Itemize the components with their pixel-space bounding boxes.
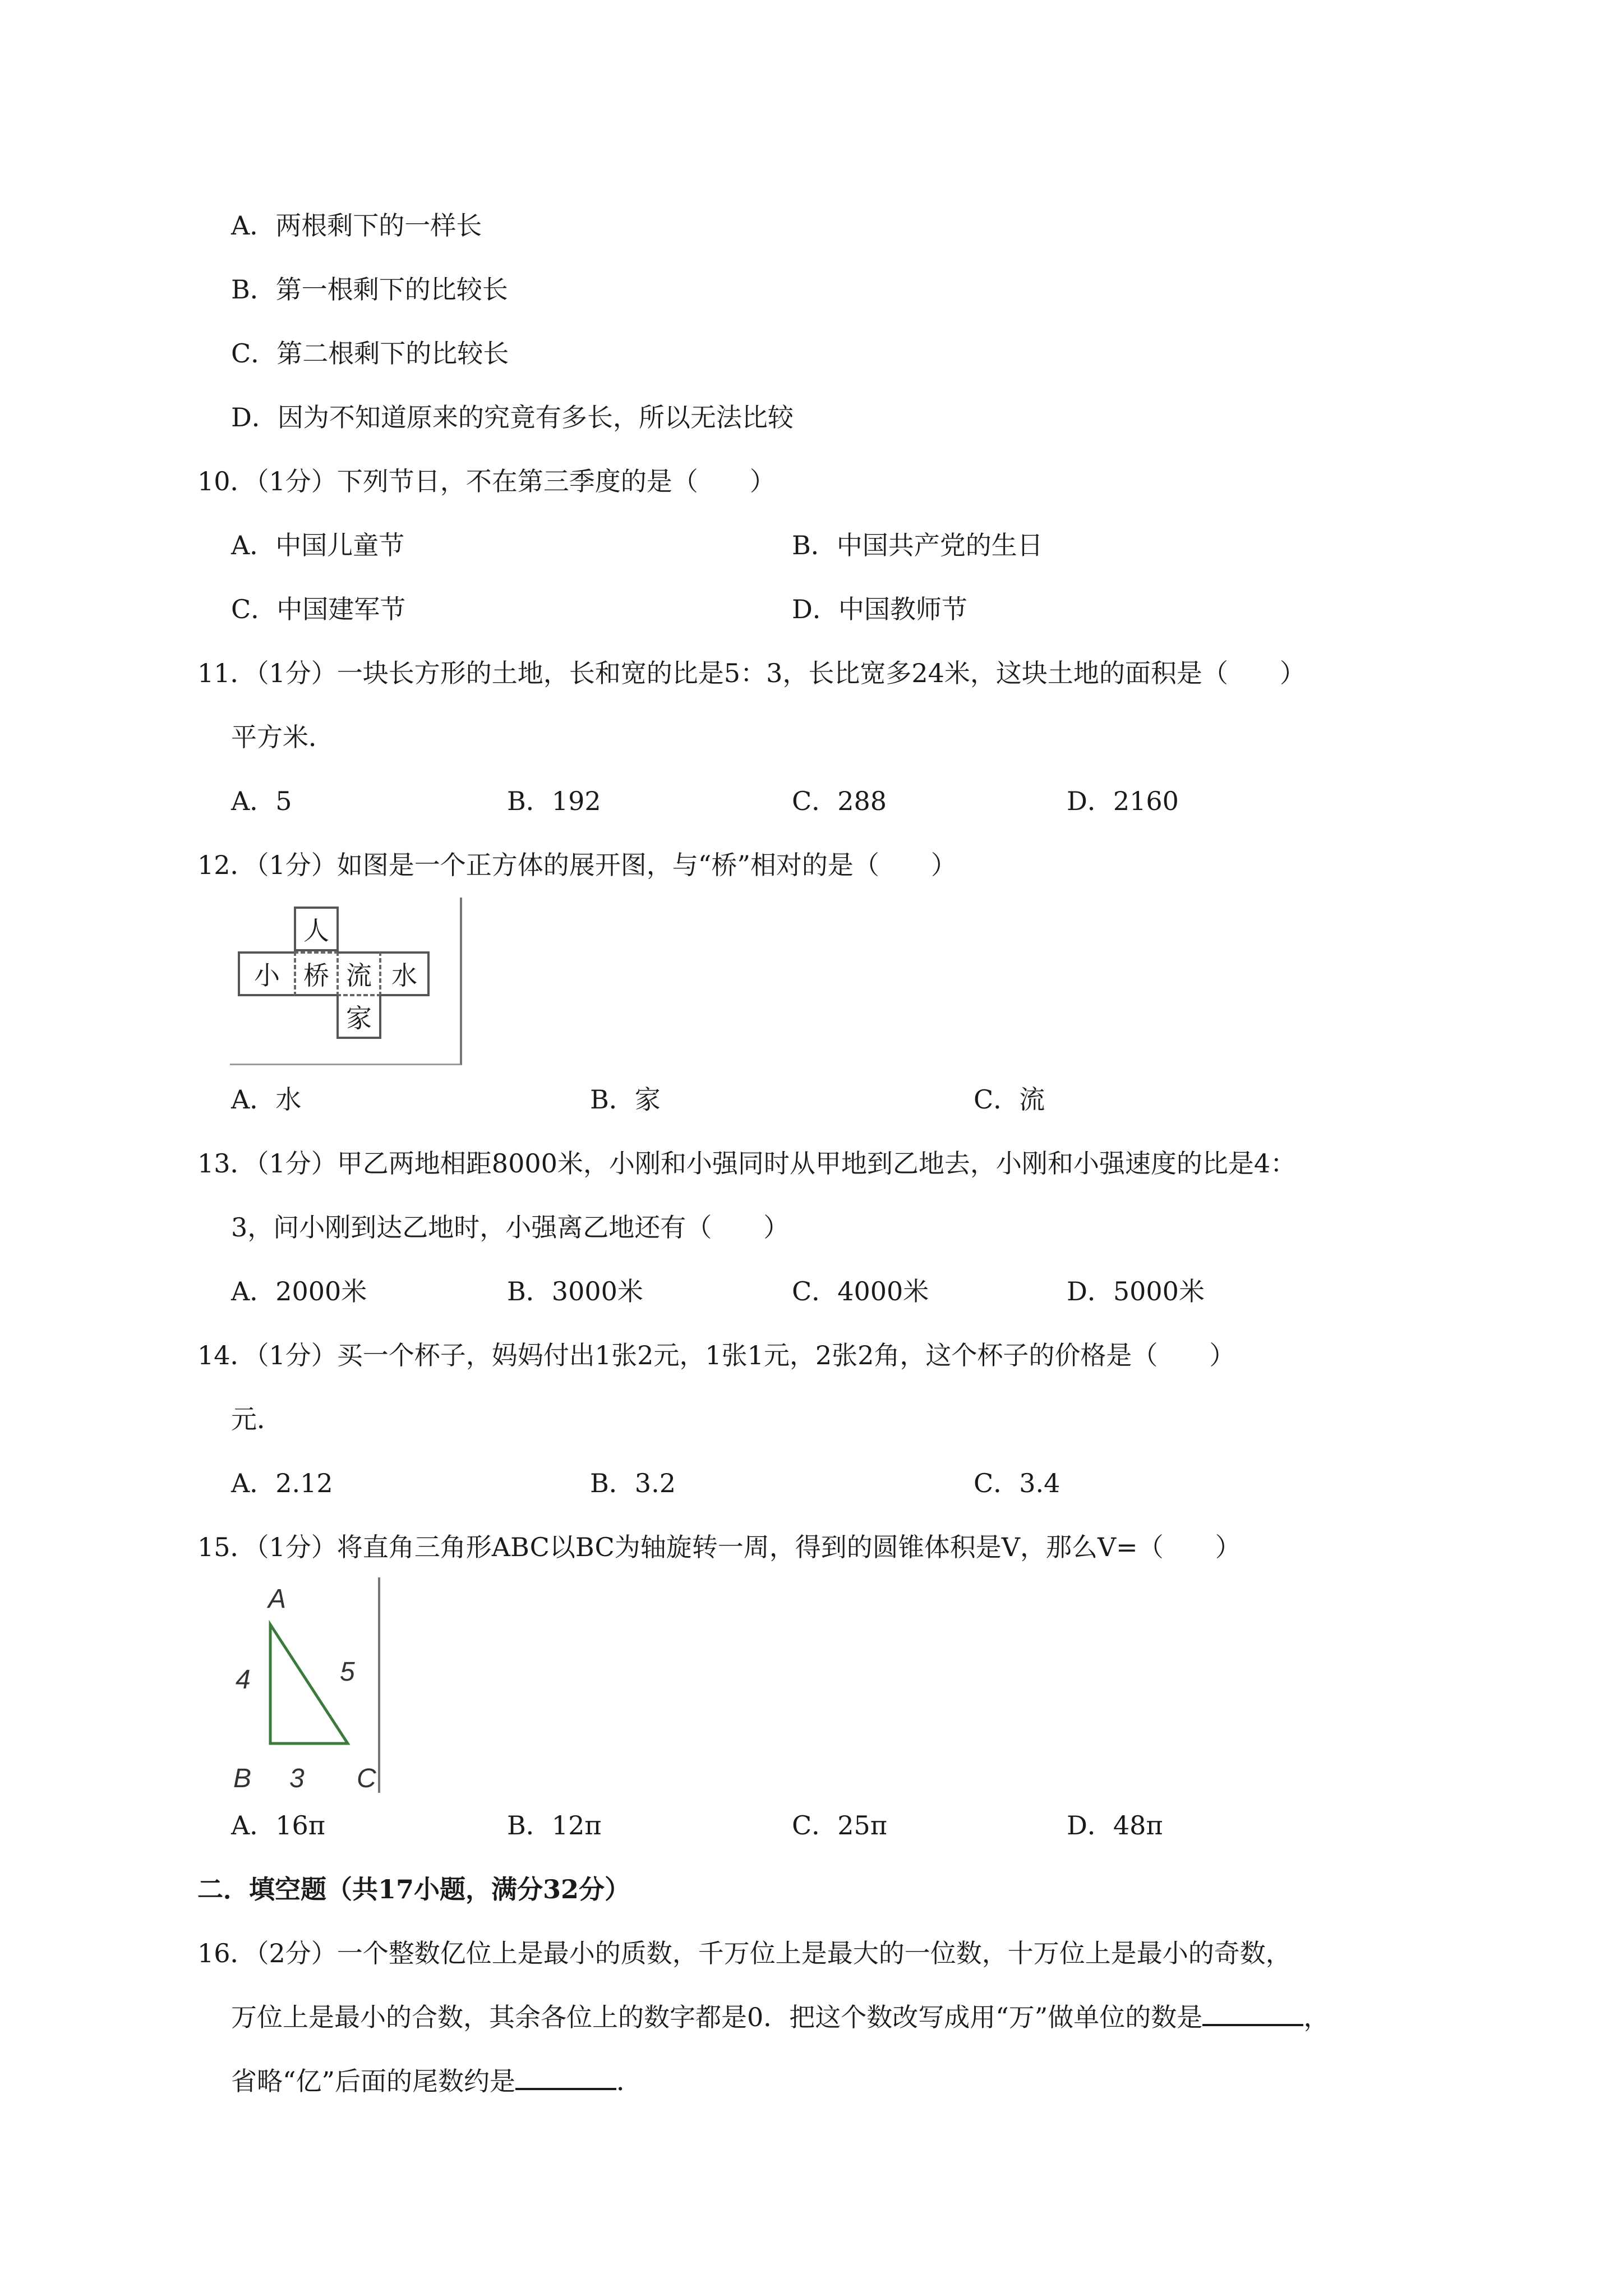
- q15-stem: 15．（1分）将直角三角形ABC以BC为轴旋转一周，得到的圆锥体积是V，那么V=（ ）: [197, 1532, 1241, 1562]
- q15-option-a: A．16π: [231, 1810, 325, 1841]
- q10-stem: 10．（1分）下列节日，不在第三季度的是（ ）: [197, 466, 776, 496]
- q12-option-b: B．家: [590, 1084, 661, 1115]
- q10-option-a: A．中国儿童节: [231, 530, 405, 560]
- q12-stem: 12．（1分）如图是一个正方体的展开图，与“桥”相对的是（ ）: [197, 850, 957, 880]
- vertex-a-label: A: [268, 1584, 287, 1614]
- triangle-abc: [270, 1625, 348, 1743]
- q10-option-d: D．中国教师节: [792, 594, 967, 624]
- q12-option-a: A．水: [231, 1084, 302, 1115]
- q14-option-b: B．3.2: [590, 1468, 676, 1498]
- vertex-b-label: B: [233, 1764, 252, 1793]
- q12-option-c: C．流: [974, 1084, 1045, 1115]
- triangle-svg: [230, 1577, 381, 1793]
- q16-blank-1[interactable]: [1202, 2001, 1303, 2026]
- q13-option-a: A．2000米: [231, 1276, 367, 1306]
- side-ab-label: 4: [236, 1665, 251, 1695]
- q16-blank-2[interactable]: [515, 2065, 616, 2090]
- q11-option-b: B．192: [507, 786, 601, 816]
- section-2-heading: 二．填空题（共17小题，满分32分）: [197, 1874, 631, 1904]
- q13-option-c: C．4000米: [792, 1276, 929, 1306]
- q14-option-a: A．2.12: [231, 1468, 333, 1498]
- q16-line3-end: ．: [616, 2066, 643, 2096]
- side-ac-label: 5: [340, 1657, 355, 1687]
- net-cell-row-3: 流: [336, 951, 381, 996]
- triangle-figure: [230, 1577, 381, 1793]
- q15-option-b: B．12π: [507, 1810, 602, 1841]
- q11-stem-line1: 11．（1分）一块长方形的土地，长和宽的比是5：3，长比宽多24米，这块土地的面积是（ ）: [197, 658, 1306, 688]
- q16-line2-end: ，: [1303, 2002, 1330, 2032]
- q15-option-d: D．48π: [1067, 1810, 1163, 1841]
- q16-line2-text: 万位上是最小的合数，其余各位上的数字都是0．把这个数改写成用“万”做单位的数是: [231, 2002, 1203, 2032]
- q9-option-a: A．两根剩下的一样长: [231, 210, 482, 241]
- q13-option-d: D．5000米: [1067, 1276, 1205, 1306]
- net-cell-top: 人: [294, 907, 339, 951]
- q13-stem-line2: 3，问小刚到达乙地时，小强离乙地还有（ ）: [231, 1212, 790, 1243]
- q11-stem-line2: 平方米．: [231, 722, 334, 752]
- q13-stem-line1: 13．（1分）甲乙两地相距8000米，小刚和小强同时从甲地到乙地去，小刚和小强速度的比是4：: [197, 1148, 1297, 1179]
- q9-option-d: D．因为不知道原来的究竟有多长，所以无法比较: [231, 402, 794, 432]
- q10-option-c: C．中国建军节: [231, 594, 406, 624]
- q14-stem-line1: 14．（1分）买一个杯子，妈妈付出1张2元，1张1元，2张2角，这个杯子的价格是（ ）: [197, 1340, 1235, 1370]
- side-bc-label: 3: [289, 1764, 305, 1793]
- q10-option-b: B．中国共产党的生日: [792, 530, 1043, 560]
- q11-option-a: A．5: [231, 786, 292, 816]
- q9-option-c: C．第二根剩下的比较长: [231, 338, 509, 369]
- q14-stem-line2: 元．: [231, 1404, 283, 1434]
- cube-net-figure: [230, 898, 462, 1065]
- net-cell-row-1: 小: [238, 951, 296, 996]
- q13-option-b: B．3000米: [507, 1276, 643, 1306]
- q11-option-c: C．288: [792, 786, 887, 816]
- q9-option-b: B．第一根剩下的比较长: [231, 274, 508, 305]
- q16-line2: [231, 2000, 1329, 2034]
- q16-line1: 16．（2分）一个整数亿位上是最小的质数，千万位上是最大的一位数，十万位上是最小的奇数，: [197, 1938, 1292, 1968]
- net-cell-bottom: 家: [336, 994, 381, 1039]
- net-cell-row-4: 水: [379, 951, 430, 996]
- q15-option-c: C．25π: [792, 1810, 887, 1841]
- vertex-c-label: C: [357, 1764, 376, 1793]
- q14-option-c: C．3.4: [974, 1468, 1061, 1498]
- q11-option-d: D．2160: [1067, 786, 1179, 816]
- q16-line3: [231, 2064, 642, 2098]
- q16-line3-text: 省略“亿”后面的尾数约是: [231, 2066, 516, 2096]
- net-cell-row-2: 桥: [294, 951, 339, 996]
